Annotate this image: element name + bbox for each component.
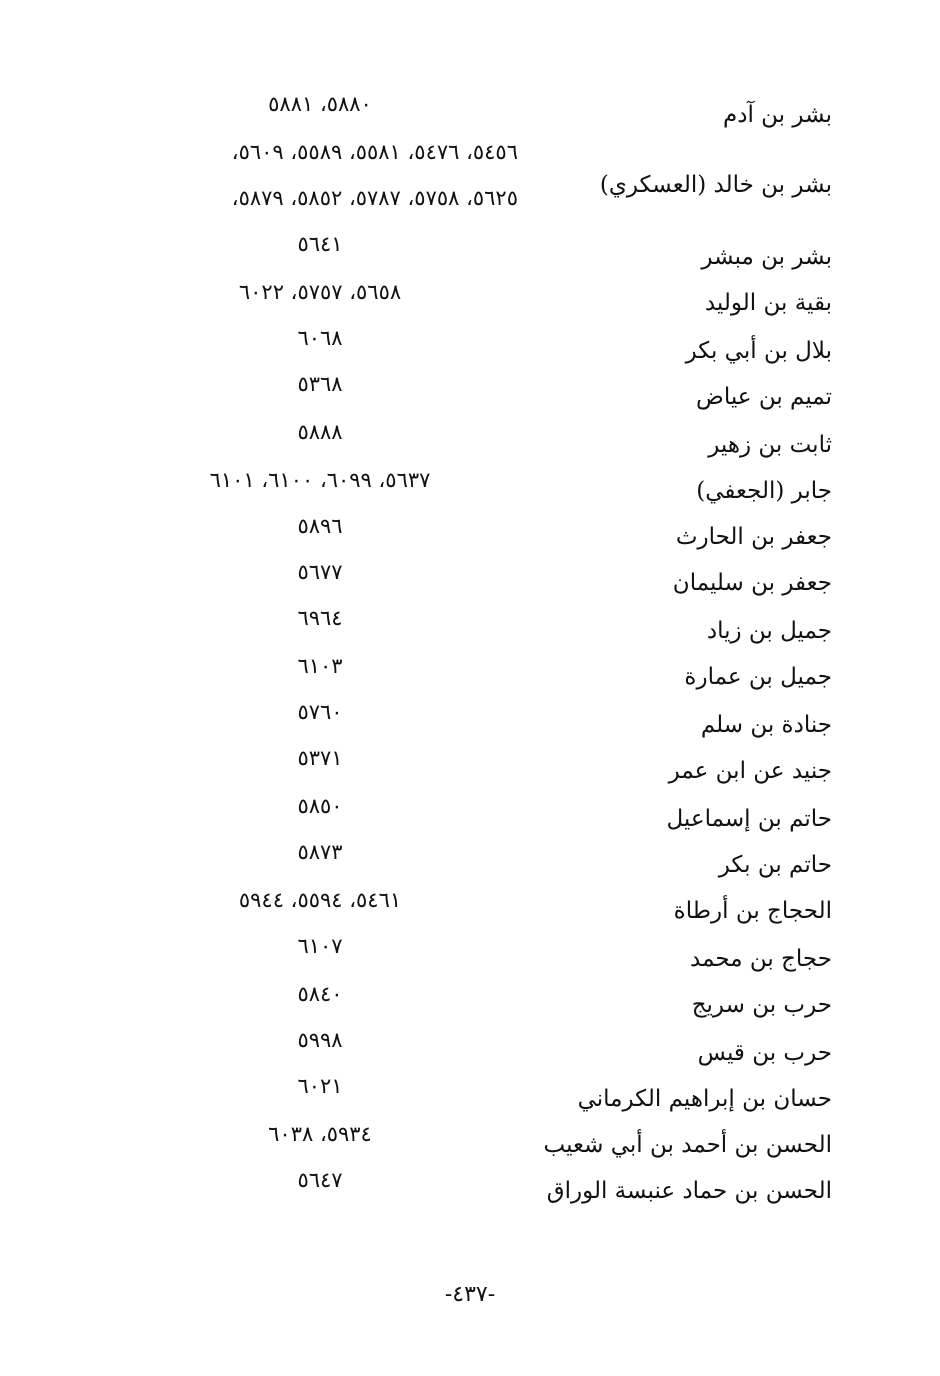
entry-refs: ٥٣٧١ [297,746,343,770]
entry-name: الحسن بن حماد عنبسة الوراق [546,1178,832,1204]
entry-refs: ٥٤٥٦، ٥٤٧٦، ٥٥٨١، ٥٥٨٩، ٥٦٠٩، [231,140,518,164]
entry-name: حرب بن سريج [691,992,832,1018]
entry-name: جابر (الجعفي) [696,478,832,504]
entry-refs: ٥٦٣٧، ٦٠٩٩، ٦١٠٠، ٦١٠١ [209,468,431,492]
entry-name: بقية بن الوليد [704,290,832,316]
entry-refs: ٥٦٥٨، ٥٧٥٧، ٦٠٢٢ [238,280,402,304]
entry-name: جميل بن زياد [706,618,832,644]
entry-refs: ٥٦٤٧ [297,1168,343,1192]
entry-name: الحجاج بن أرطاة [673,898,832,924]
entry-name: الحسن بن أحمد بن أبي شعيب [543,1132,832,1158]
entry-refs: ٥٩٩٨ [297,1028,343,1052]
entry-refs: ٥٩٣٤، ٦٠٣٨ [268,1122,372,1146]
entry-refs: ٥٦٧٧ [297,560,343,584]
entry-refs: ٥٨٨٨ [297,420,343,444]
entry-name: حاتم بن بكر [718,852,832,878]
entry-refs: ٥٨٤٠ [297,982,343,1006]
entry-name: ثابت بن زهير [708,432,832,458]
entry-name: بشر بن آدم [722,102,832,128]
entry-refs: ٥٤٦١، ٥٥٩٤، ٥٩٤٤ [238,888,402,912]
entry-name: تميم بن عياض [696,384,832,410]
entry-name: حرب بن قيس [697,1040,832,1066]
entry-refs: ٦٠٢١ [297,1074,343,1098]
entry-refs: ٥٨٥٠ [297,794,343,818]
entry-name: بشر بن خالد (العسكري) [599,172,832,198]
entry-refs: ٥٣٦٨ [297,372,343,396]
entry-refs: ٦١٠٣ [297,654,343,678]
entry-refs: ٥٦٢٥، ٥٧٥٨، ٥٧٨٧، ٥٨٥٢، ٥٨٧٩، [231,186,518,210]
entry-name: جعفر بن سليمان [672,570,832,596]
entry-name: جنادة بن سلم [700,712,832,738]
entry-name: جميل بن عمارة [684,664,832,690]
entry-refs: ٥٨٧٣ [297,840,343,864]
entry-name: بشر بن مبشر [701,244,832,270]
entry-name: حاتم بن إسماعيل [666,806,832,832]
entry-refs: ٥٨٩٦ [297,514,343,538]
entry-name: بلال بن أبي بكر [685,338,832,364]
entry-refs: ٥٦٤١ [297,232,343,256]
entry-refs: ٦٩٦٤ [297,606,343,630]
entry-refs: ٥٧٦٠ [297,700,343,724]
page-number: -٤٣٧- [444,1282,496,1307]
entry-refs: ٦١٠٧ [297,934,343,958]
entry-name: حجاج بن محمد [690,946,832,972]
entry-refs: ٦٠٦٨ [297,326,343,350]
entry-name: جعفر بن الحارث [675,524,832,550]
entry-refs: ٥٨٨٠، ٥٨٨١ [268,92,372,116]
entry-name: جنيد عن ابن عمر [668,758,832,784]
entry-name: حسان بن إبراهيم الكرماني [577,1086,832,1112]
